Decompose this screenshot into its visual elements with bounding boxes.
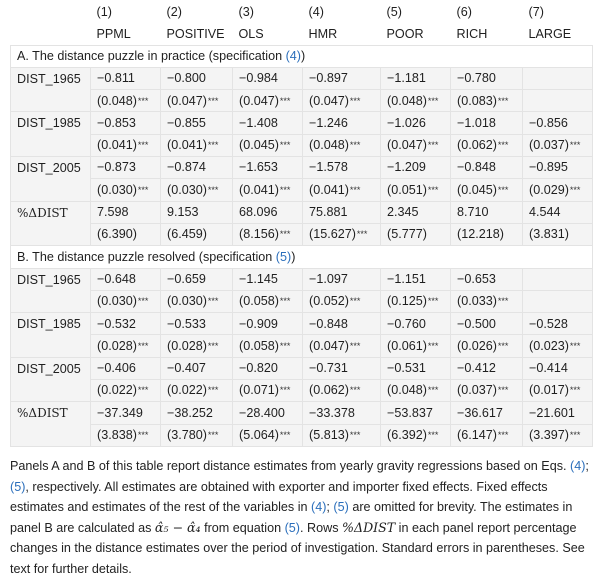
estimate-cell: −1.026 — [381, 112, 451, 134]
se-value: (0.041) — [97, 138, 137, 153]
se-value: (0.058) — [239, 338, 279, 353]
column-name: OLS — [238, 26, 264, 41]
significance-stars: *** — [427, 296, 439, 307]
notes-text: are omitted for brevity. The estimates in panel B are calculated as — [10, 500, 573, 535]
significance-stars: *** — [279, 140, 291, 151]
estimate-cell: −0.895 — [523, 157, 593, 179]
se-cell — [381, 90, 451, 112]
se-value: (0.028) — [167, 338, 207, 353]
se-cell — [161, 90, 233, 112]
row-label-text: DIST_1965 — [17, 71, 81, 86]
estimate-cell: −0.648 — [91, 268, 161, 290]
se-cell — [91, 134, 161, 156]
significance-stars: *** — [137, 140, 149, 151]
se-value: (0.062) — [309, 383, 349, 398]
se-value: (0.125) — [387, 294, 427, 309]
se-value: (0.022) — [97, 383, 137, 398]
se-value: (0.041) — [167, 138, 207, 153]
estimate-cell: −0.811 — [91, 67, 161, 89]
significance-stars: *** — [427, 429, 439, 440]
row-label-text: DIST_1965 — [17, 272, 81, 287]
se-value: (0.051) — [387, 182, 427, 197]
header-number-row — [11, 2, 593, 23]
header-blank — [11, 23, 91, 45]
estimate-row — [11, 357, 593, 379]
se-value: (15.627) — [309, 227, 356, 242]
significance-stars: *** — [569, 385, 581, 396]
se-value: (0.028) — [97, 338, 137, 353]
significance-stars: *** — [349, 429, 361, 440]
row-label — [11, 67, 91, 112]
se-value: (5.064) — [239, 427, 279, 442]
significance-stars: *** — [279, 95, 291, 106]
se-cell — [91, 424, 161, 446]
se-cell — [233, 290, 303, 312]
panel-title-close: ) — [291, 249, 296, 264]
se-cell — [523, 134, 593, 156]
notes-text: , respectively. All estimates are obtained with exporter and importer fixed effects. Fixed effects estimates and estimates of the rest of the variables in — [10, 479, 548, 515]
se-value: (6.392) — [387, 427, 427, 442]
formula: %ΔDIST — [342, 519, 396, 535]
se-cell — [161, 290, 233, 312]
se-value: (5.777) — [387, 227, 427, 242]
estimate-cell: −1.653 — [233, 157, 303, 179]
significance-stars: *** — [497, 429, 509, 440]
se-row — [11, 424, 593, 446]
se-cell — [233, 380, 303, 402]
significance-stars: *** — [349, 184, 361, 195]
panel-title-text: B. The distance puzzle resolved (specification — [17, 249, 276, 264]
se-cell — [523, 90, 593, 112]
se-cell — [381, 223, 451, 245]
panel-title-row — [11, 246, 593, 268]
significance-stars: *** — [497, 385, 509, 396]
significance-stars: *** — [427, 95, 439, 106]
se-value: (0.083) — [457, 93, 497, 108]
se-value: (0.048) — [97, 93, 137, 108]
significance-stars: *** — [569, 429, 581, 440]
significance-stars: *** — [497, 184, 509, 195]
estimate-row — [11, 402, 593, 424]
significance-stars: *** — [569, 340, 581, 351]
equation-link[interactable]: (5) — [10, 479, 26, 494]
se-cell — [161, 335, 233, 357]
se-cell — [303, 290, 381, 312]
se-value: (5.813) — [309, 427, 349, 442]
se-value: (3.780) — [167, 427, 207, 442]
estimate-cell: −0.528 — [523, 313, 593, 335]
significance-stars: *** — [279, 296, 291, 307]
estimate-cell: −1.097 — [303, 268, 381, 290]
estimate-cell: −0.532 — [91, 313, 161, 335]
estimate-cell: −0.855 — [161, 112, 233, 134]
column-number: (3) — [238, 5, 254, 20]
se-value: (0.023) — [529, 338, 569, 353]
estimate-row — [11, 67, 593, 89]
significance-stars: *** — [279, 184, 291, 195]
se-cell — [233, 335, 303, 357]
significance-stars: *** — [137, 429, 149, 440]
se-row — [11, 223, 593, 245]
panel-title-text: A. The distance puzzle in practice (specification — [17, 48, 286, 63]
se-row — [11, 380, 593, 402]
column-name: PPML — [96, 26, 131, 41]
se-cell — [303, 90, 381, 112]
se-cell — [91, 290, 161, 312]
significance-stars: *** — [427, 385, 439, 396]
estimate-cell: −53.837 — [381, 402, 451, 424]
se-value: (0.047) — [387, 138, 427, 153]
estimate-cell: −1.151 — [381, 268, 451, 290]
significance-stars: *** — [569, 184, 581, 195]
se-value: (0.037) — [529, 138, 569, 153]
se-value: (6.390) — [97, 227, 137, 242]
se-cell — [303, 134, 381, 156]
estimate-cell: −0.848 — [451, 157, 523, 179]
estimate-cell: −36.617 — [451, 402, 523, 424]
estimate-cell: −0.909 — [233, 313, 303, 335]
estimate-cell: −0.873 — [91, 157, 161, 179]
estimate-cell: −0.856 — [523, 112, 593, 134]
row-label — [11, 357, 91, 402]
se-value: (0.045) — [457, 182, 497, 197]
se-cell — [523, 179, 593, 201]
notes-text: from equation — [200, 520, 285, 535]
notes-text: ; — [585, 459, 589, 473]
se-cell — [303, 179, 381, 201]
table-body — [11, 45, 593, 446]
significance-stars: *** — [279, 429, 291, 440]
se-cell — [381, 134, 451, 156]
significance-stars: *** — [279, 340, 291, 351]
se-value: (0.047) — [309, 93, 349, 108]
equation-link[interactable]: (5) — [333, 500, 349, 515]
estimate-cell: −0.406 — [91, 357, 161, 379]
panel-title — [11, 45, 593, 67]
se-cell — [303, 335, 381, 357]
se-cell — [523, 424, 593, 446]
se-cell — [303, 424, 381, 446]
estimate-row — [11, 112, 593, 134]
significance-stars: *** — [349, 340, 361, 351]
se-cell — [91, 335, 161, 357]
se-value: (0.071) — [239, 383, 279, 398]
significance-stars: *** — [207, 340, 219, 351]
se-value: (0.047) — [239, 93, 279, 108]
panel-title — [11, 246, 593, 268]
panel-title-close: ) — [300, 48, 306, 63]
se-cell — [233, 134, 303, 156]
significance-stars: *** — [349, 140, 361, 151]
notes-text: ; — [326, 500, 334, 515]
estimate-cell: −1.408 — [233, 112, 303, 134]
se-cell — [161, 223, 233, 245]
estimate-row — [11, 313, 593, 335]
estimate-cell: −1.578 — [303, 157, 381, 179]
estimate-cell — [523, 67, 593, 89]
estimate-cell: −0.760 — [381, 313, 451, 335]
estimate-cell: −1.181 — [381, 67, 451, 89]
se-value: (6.147) — [457, 427, 497, 442]
se-cell — [451, 223, 523, 245]
specification-link[interactable]: (4) — [285, 48, 301, 63]
estimate-cell: −0.800 — [161, 67, 233, 89]
se-value: (0.030) — [167, 182, 207, 197]
estimate-cell: −0.412 — [451, 357, 523, 379]
se-cell — [91, 380, 161, 402]
row-label — [11, 201, 91, 246]
se-value: (0.048) — [387, 93, 427, 108]
se-cell — [161, 134, 233, 156]
se-cell — [523, 335, 593, 357]
se-cell — [523, 380, 593, 402]
se-row — [11, 290, 593, 312]
estimate-row — [11, 201, 593, 223]
significance-stars: *** — [497, 340, 509, 351]
se-value: (3.397) — [529, 427, 569, 442]
formula: α̂₅ − α̂₄ — [154, 519, 201, 535]
se-cell — [523, 290, 593, 312]
estimate-cell: −21.601 — [523, 402, 593, 424]
notes-text: . Rows — [300, 520, 343, 535]
significance-stars: *** — [137, 385, 149, 396]
se-cell — [451, 290, 523, 312]
column-name: POSITIVE — [166, 26, 225, 41]
se-row — [11, 134, 593, 156]
estimate-cell: −0.897 — [303, 67, 381, 89]
estimate-cell: 4.544 — [523, 201, 593, 223]
se-value: (0.047) — [167, 93, 207, 108]
notes-text: in each panel report percentage changes in the distance estimates over the period of investigation. Standard errors in parentheses. See text for further details. — [10, 520, 585, 576]
se-value: (0.026) — [457, 338, 497, 353]
significance-stars: *** — [356, 229, 368, 240]
se-cell — [161, 380, 233, 402]
estimate-cell: −38.252 — [161, 402, 233, 424]
se-cell — [523, 223, 593, 245]
estimate-cell: −0.874 — [161, 157, 233, 179]
se-cell — [381, 179, 451, 201]
significance-stars: *** — [137, 95, 149, 106]
estimate-row — [11, 157, 593, 179]
estimate-cell: 9.153 — [161, 201, 233, 223]
se-value: (0.037) — [457, 383, 497, 398]
regression-table — [10, 2, 593, 447]
estimate-cell: −0.984 — [233, 67, 303, 89]
equation-link[interactable]: (5) — [284, 520, 301, 535]
estimate-cell: −1.018 — [451, 112, 523, 134]
column-number: (1) — [96, 5, 112, 20]
se-cell — [303, 223, 381, 245]
se-value: (12.218) — [457, 227, 504, 242]
row-label-text: DIST_2005 — [17, 361, 81, 376]
se-cell — [233, 223, 303, 245]
estimate-cell: −0.533 — [161, 313, 233, 335]
se-value: (0.062) — [457, 138, 497, 153]
estimate-cell: 2.345 — [381, 201, 451, 223]
se-value: (0.030) — [167, 294, 207, 309]
se-value: (0.022) — [167, 383, 207, 398]
estimate-cell: 68.096 — [233, 201, 303, 223]
significance-stars: *** — [569, 140, 581, 151]
estimate-cell: −0.731 — [303, 357, 381, 379]
se-value: (0.047) — [309, 338, 349, 353]
significance-stars: *** — [427, 140, 439, 151]
specification-link[interactable]: (5) — [275, 249, 292, 264]
significance-stars: *** — [207, 184, 219, 195]
estimate-cell: −0.780 — [451, 67, 523, 89]
significance-stars: *** — [207, 296, 219, 307]
significance-stars: *** — [349, 296, 361, 307]
column-name: LARGE — [528, 26, 572, 41]
significance-stars: *** — [207, 95, 219, 106]
se-value: (0.041) — [239, 182, 279, 197]
se-cell — [451, 380, 523, 402]
se-cell — [381, 424, 451, 446]
se-row — [11, 335, 593, 357]
row-label — [11, 313, 91, 358]
se-value: (3.831) — [529, 227, 569, 242]
se-cell — [303, 380, 381, 402]
estimate-cell: −0.848 — [303, 313, 381, 335]
significance-stars: *** — [497, 95, 509, 106]
column-number: (5) — [386, 5, 402, 20]
se-value: (0.048) — [387, 383, 427, 398]
significance-stars: *** — [137, 340, 149, 351]
significance-stars: *** — [279, 229, 291, 240]
estimate-cell: −1.246 — [303, 112, 381, 134]
se-value: (0.041) — [309, 182, 349, 197]
row-label — [11, 157, 91, 202]
row-label-text: %ΔDIST — [17, 205, 68, 220]
table-notes — [10, 456, 592, 580]
row-label — [11, 402, 91, 447]
se-value: (0.048) — [309, 138, 349, 153]
se-cell — [381, 380, 451, 402]
se-cell — [161, 424, 233, 446]
se-cell — [91, 179, 161, 201]
significance-stars: *** — [349, 385, 361, 396]
se-row — [11, 179, 593, 201]
se-cell — [233, 424, 303, 446]
panel-title-row — [11, 45, 593, 67]
significance-stars: *** — [279, 385, 291, 396]
row-label — [11, 112, 91, 157]
equation-link[interactable]: (4) — [570, 459, 586, 473]
significance-stars: *** — [497, 140, 509, 151]
column-number: (2) — [166, 5, 182, 20]
column-number: (4) — [308, 5, 324, 20]
estimate-cell: −0.659 — [161, 268, 233, 290]
estimate-cell: −33.378 — [303, 402, 381, 424]
estimate-cell: −0.820 — [233, 357, 303, 379]
significance-stars: *** — [137, 296, 149, 307]
significance-stars: *** — [427, 340, 439, 351]
row-label-text: %ΔDIST — [17, 406, 68, 421]
estimate-cell: −0.653 — [451, 268, 523, 290]
se-value: (0.052) — [309, 294, 349, 309]
estimate-cell: −0.500 — [451, 313, 523, 335]
estimate-cell: −28.400 — [233, 402, 303, 424]
estimate-cell: −1.209 — [381, 157, 451, 179]
se-cell — [451, 179, 523, 201]
se-cell — [91, 90, 161, 112]
se-cell — [233, 179, 303, 201]
se-value: (8.156) — [239, 227, 279, 242]
significance-stars: *** — [207, 429, 219, 440]
significance-stars: *** — [497, 296, 509, 307]
row-label — [11, 268, 91, 313]
significance-stars: *** — [349, 95, 361, 106]
se-cell — [161, 179, 233, 201]
se-cell — [451, 90, 523, 112]
header-blank — [11, 2, 91, 23]
se-value: (0.045) — [239, 138, 279, 153]
estimate-cell: −37.349 — [91, 402, 161, 424]
se-value: (0.061) — [387, 338, 427, 353]
se-value: (0.058) — [239, 294, 279, 309]
se-value: (3.838) — [97, 427, 137, 442]
estimate-cell: 8.710 — [451, 201, 523, 223]
estimate-cell: −0.407 — [161, 357, 233, 379]
estimate-cell: −0.531 — [381, 357, 451, 379]
se-value: (0.033) — [457, 294, 497, 309]
se-value: (0.029) — [529, 182, 569, 197]
se-cell — [381, 335, 451, 357]
column-name: POOR — [386, 26, 424, 41]
header-name-row — [11, 23, 593, 45]
equation-link[interactable]: (4) — [311, 500, 327, 515]
column-number: (7) — [528, 5, 544, 20]
column-name: RICH — [456, 26, 488, 41]
column-number: (6) — [456, 5, 472, 20]
table-header — [11, 2, 593, 45]
estimate-cell: 7.598 — [91, 201, 161, 223]
estimate-cell — [523, 268, 593, 290]
column-name: HMR — [308, 26, 338, 41]
significance-stars: *** — [207, 140, 219, 151]
row-label-text: DIST_1985 — [17, 116, 81, 131]
estimate-cell: 75.881 — [303, 201, 381, 223]
se-cell — [451, 134, 523, 156]
se-row — [11, 90, 593, 112]
estimate-row — [11, 268, 593, 290]
significance-stars: *** — [427, 184, 439, 195]
se-cell — [233, 90, 303, 112]
significance-stars: *** — [207, 385, 219, 396]
se-cell — [381, 290, 451, 312]
se-value: (0.030) — [97, 182, 137, 197]
row-label-text: DIST_2005 — [17, 161, 81, 176]
estimate-cell: −0.853 — [91, 112, 161, 134]
notes-text: Panels A and B of this table report distance estimates from yearly gravity regressions based on Eqs. — [10, 459, 571, 473]
se-value: (0.017) — [529, 383, 569, 398]
estimate-cell: −0.414 — [523, 357, 593, 379]
estimate-cell: −1.145 — [233, 268, 303, 290]
significance-stars: *** — [137, 184, 149, 195]
se-value: (6.459) — [167, 227, 207, 242]
se-cell — [451, 335, 523, 357]
se-value: (0.030) — [97, 294, 137, 309]
se-cell — [91, 223, 161, 245]
row-label-text: DIST_1985 — [17, 317, 81, 332]
se-cell — [451, 424, 523, 446]
